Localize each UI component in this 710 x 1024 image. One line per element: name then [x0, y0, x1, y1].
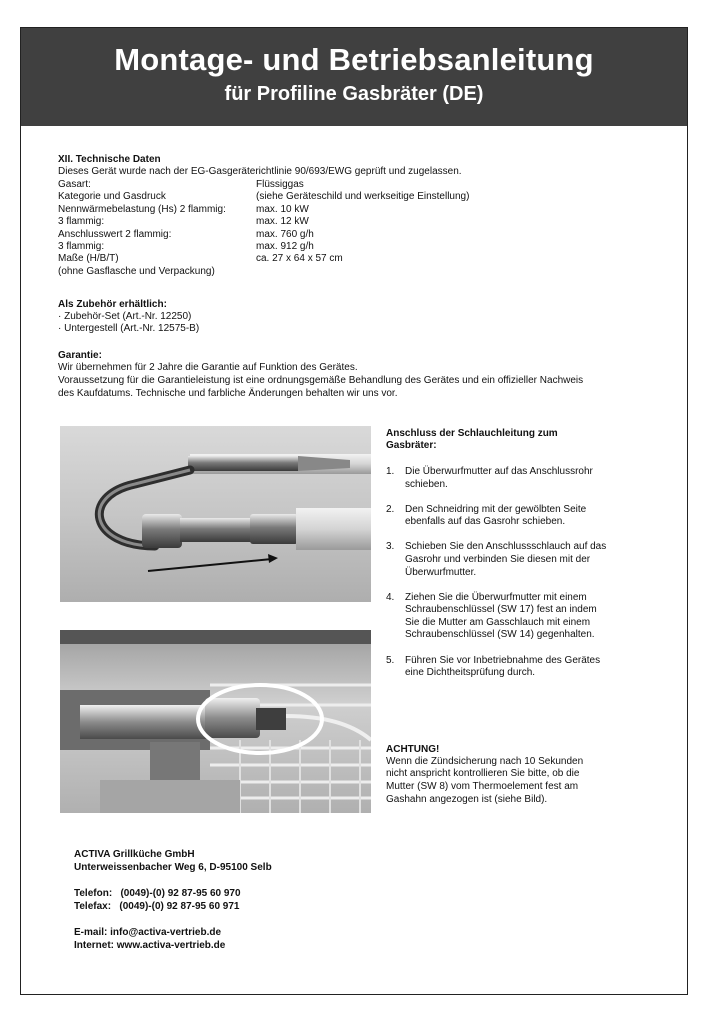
warning-text: Gashahn angezogen ist (siehe Bild).	[386, 794, 548, 805]
warning-text: Mutter (SW 8) vom Thermoelement fest am	[386, 781, 579, 792]
connection-heading-cont: Gasbräter:	[386, 440, 437, 451]
step-number: 5.	[386, 654, 395, 666]
step-line: Schraubenschlüssel (SW 17) fest an indem	[405, 604, 597, 616]
spec-value: Flüssiggas	[256, 179, 304, 190]
step-item	[386, 466, 656, 491]
spec-row	[58, 179, 469, 191]
spec-row	[58, 253, 469, 265]
step-line: Führen Sie vor Inbetriebnahme des Gerätes	[405, 654, 601, 666]
spec-label: Gasart:	[58, 179, 91, 190]
page-header	[21, 28, 687, 126]
step-item	[386, 655, 656, 680]
spec-row	[58, 266, 469, 278]
hose-connection-photo	[60, 426, 371, 602]
step-line: Schieben Sie den Anschlussschlauch auf das	[405, 541, 607, 553]
step-number: 4.	[386, 591, 395, 603]
connection-steps	[386, 466, 656, 692]
step-item	[386, 592, 656, 642]
step-text	[405, 466, 593, 491]
step-number: 3.	[386, 541, 395, 553]
spec-value: max. 760 g/h	[256, 228, 314, 240]
page-title: Montage- und Betriebsanleitung	[114, 42, 594, 77]
spec-label: Maße (H/B/T)	[58, 253, 119, 265]
step-line: ebenfalls auf das Gasrohr schieben.	[405, 516, 566, 528]
accessory-item: · Zubehör-Set (Art.-Nr. 12250)	[58, 311, 192, 322]
accessories-heading: Als Zubehör erhältlich:	[58, 299, 167, 310]
tech-heading: XII. Technische Daten	[58, 154, 161, 165]
warranty-text: des Kaufdatums. Technische und farbliche Änderungen behalten wir uns vor.	[58, 388, 398, 399]
warranty-text: Wir übernehmen für 2 Jahre die Garantie auf Funktion des Gerätes.	[58, 362, 358, 373]
step-text	[405, 541, 606, 579]
step-text	[405, 504, 586, 529]
step-line: Ziehen Sie die Überwurfmutter mit einem	[405, 591, 587, 603]
spec-row	[58, 204, 469, 216]
step-number: 1.	[386, 466, 395, 477]
spec-row	[58, 241, 469, 253]
website-link[interactable]: Internet: www.activa-vertrieb.de	[74, 940, 226, 951]
spec-value: ca. 27 x 64 x 57 cm	[256, 253, 343, 265]
hose-connection-image	[60, 426, 371, 602]
step-item	[386, 504, 656, 529]
connection-heading: Anschluss der Schlauchleitung zum	[386, 428, 558, 439]
company-address: Unterweissenbacher Weg 6, D-95100 Selb	[74, 862, 272, 873]
gas-tap-thermocouple-photo	[60, 630, 371, 813]
step-line: Sie die Mutter am Gasschlauch mit einem	[405, 616, 591, 628]
warning-heading: ACHTUNG!	[386, 744, 440, 755]
warning-text: nicht anspricht kontrollieren Sie bitte, ob die	[386, 768, 580, 779]
step-item	[386, 541, 656, 579]
step-line: Den Schneidring mit der gewölbten Seite	[405, 503, 587, 515]
step-line: eine Dichtheitsprüfung durch.	[405, 667, 536, 679]
spec-row	[58, 191, 469, 203]
step-line: Die Überwurfmutter auf das Anschlussrohr	[405, 466, 593, 477]
fax-number: Telefax: (0049)-(0) 92 87-95 60 971	[74, 901, 240, 912]
step-line: Gasrohr und verbinden Sie diesen mit der	[405, 553, 591, 565]
tech-specs-table	[58, 179, 469, 278]
spec-label: Nennwärmebelastung (Hs) 2 flammig:	[58, 203, 226, 215]
spec-value: max. 12 kW	[256, 216, 309, 228]
step-text	[405, 655, 600, 680]
spec-row	[58, 229, 469, 241]
step-number: 2.	[386, 503, 395, 515]
accessory-item: · Untergestell (Art.-Nr. 12575-B)	[58, 323, 200, 334]
step-line: Überwurfmutter.	[405, 566, 477, 578]
company-name: ACTIVA Grillküche GmbH	[74, 849, 195, 860]
spec-value: max. 10 kW	[256, 203, 309, 215]
spec-label: 3 flammig:	[58, 216, 105, 228]
step-line: schieben.	[405, 478, 448, 490]
spec-label: Anschlusswert 2 flammig:	[58, 228, 172, 240]
spec-row	[58, 216, 469, 228]
page-subtitle: für Profiline Gasbräter (DE)	[224, 83, 484, 105]
warning-text: Wenn die Zündsicherung nach 10 Sekunden	[386, 756, 584, 767]
spec-label: Kategorie und Gasdruck	[58, 191, 166, 203]
contact-block	[74, 848, 272, 952]
warranty-text: Voraussetzung für die Garantieleistung ist eine ordnungsgemäße Behandlung des Gerätes und ein offizieller Nachweis	[58, 375, 584, 386]
tech-intro: Dieses Gerät wurde nach der EG-Gasgeräterichtlinie 90/693/EWG geprüft und zugelassen.	[58, 166, 462, 177]
warranty-heading: Garantie:	[58, 350, 102, 361]
step-text	[405, 592, 597, 642]
step-line: Schraubenschlüssel (SW 14) gegenhalten.	[405, 629, 595, 641]
spec-label: (ohne Gasflasche und Verpackung)	[58, 265, 215, 277]
spec-label: 3 flammig:	[58, 240, 105, 252]
gas-tap-image	[60, 630, 371, 813]
phone-number: Telefon: (0049)-(0) 92 87-95 60 970	[74, 888, 241, 899]
spec-value: max. 912 g/h	[256, 240, 314, 252]
email-address[interactable]: E-mail: info@activa-vertrieb.de	[74, 927, 222, 938]
spec-value: (siehe Geräteschild und werkseitige Einstellung)	[256, 191, 470, 203]
